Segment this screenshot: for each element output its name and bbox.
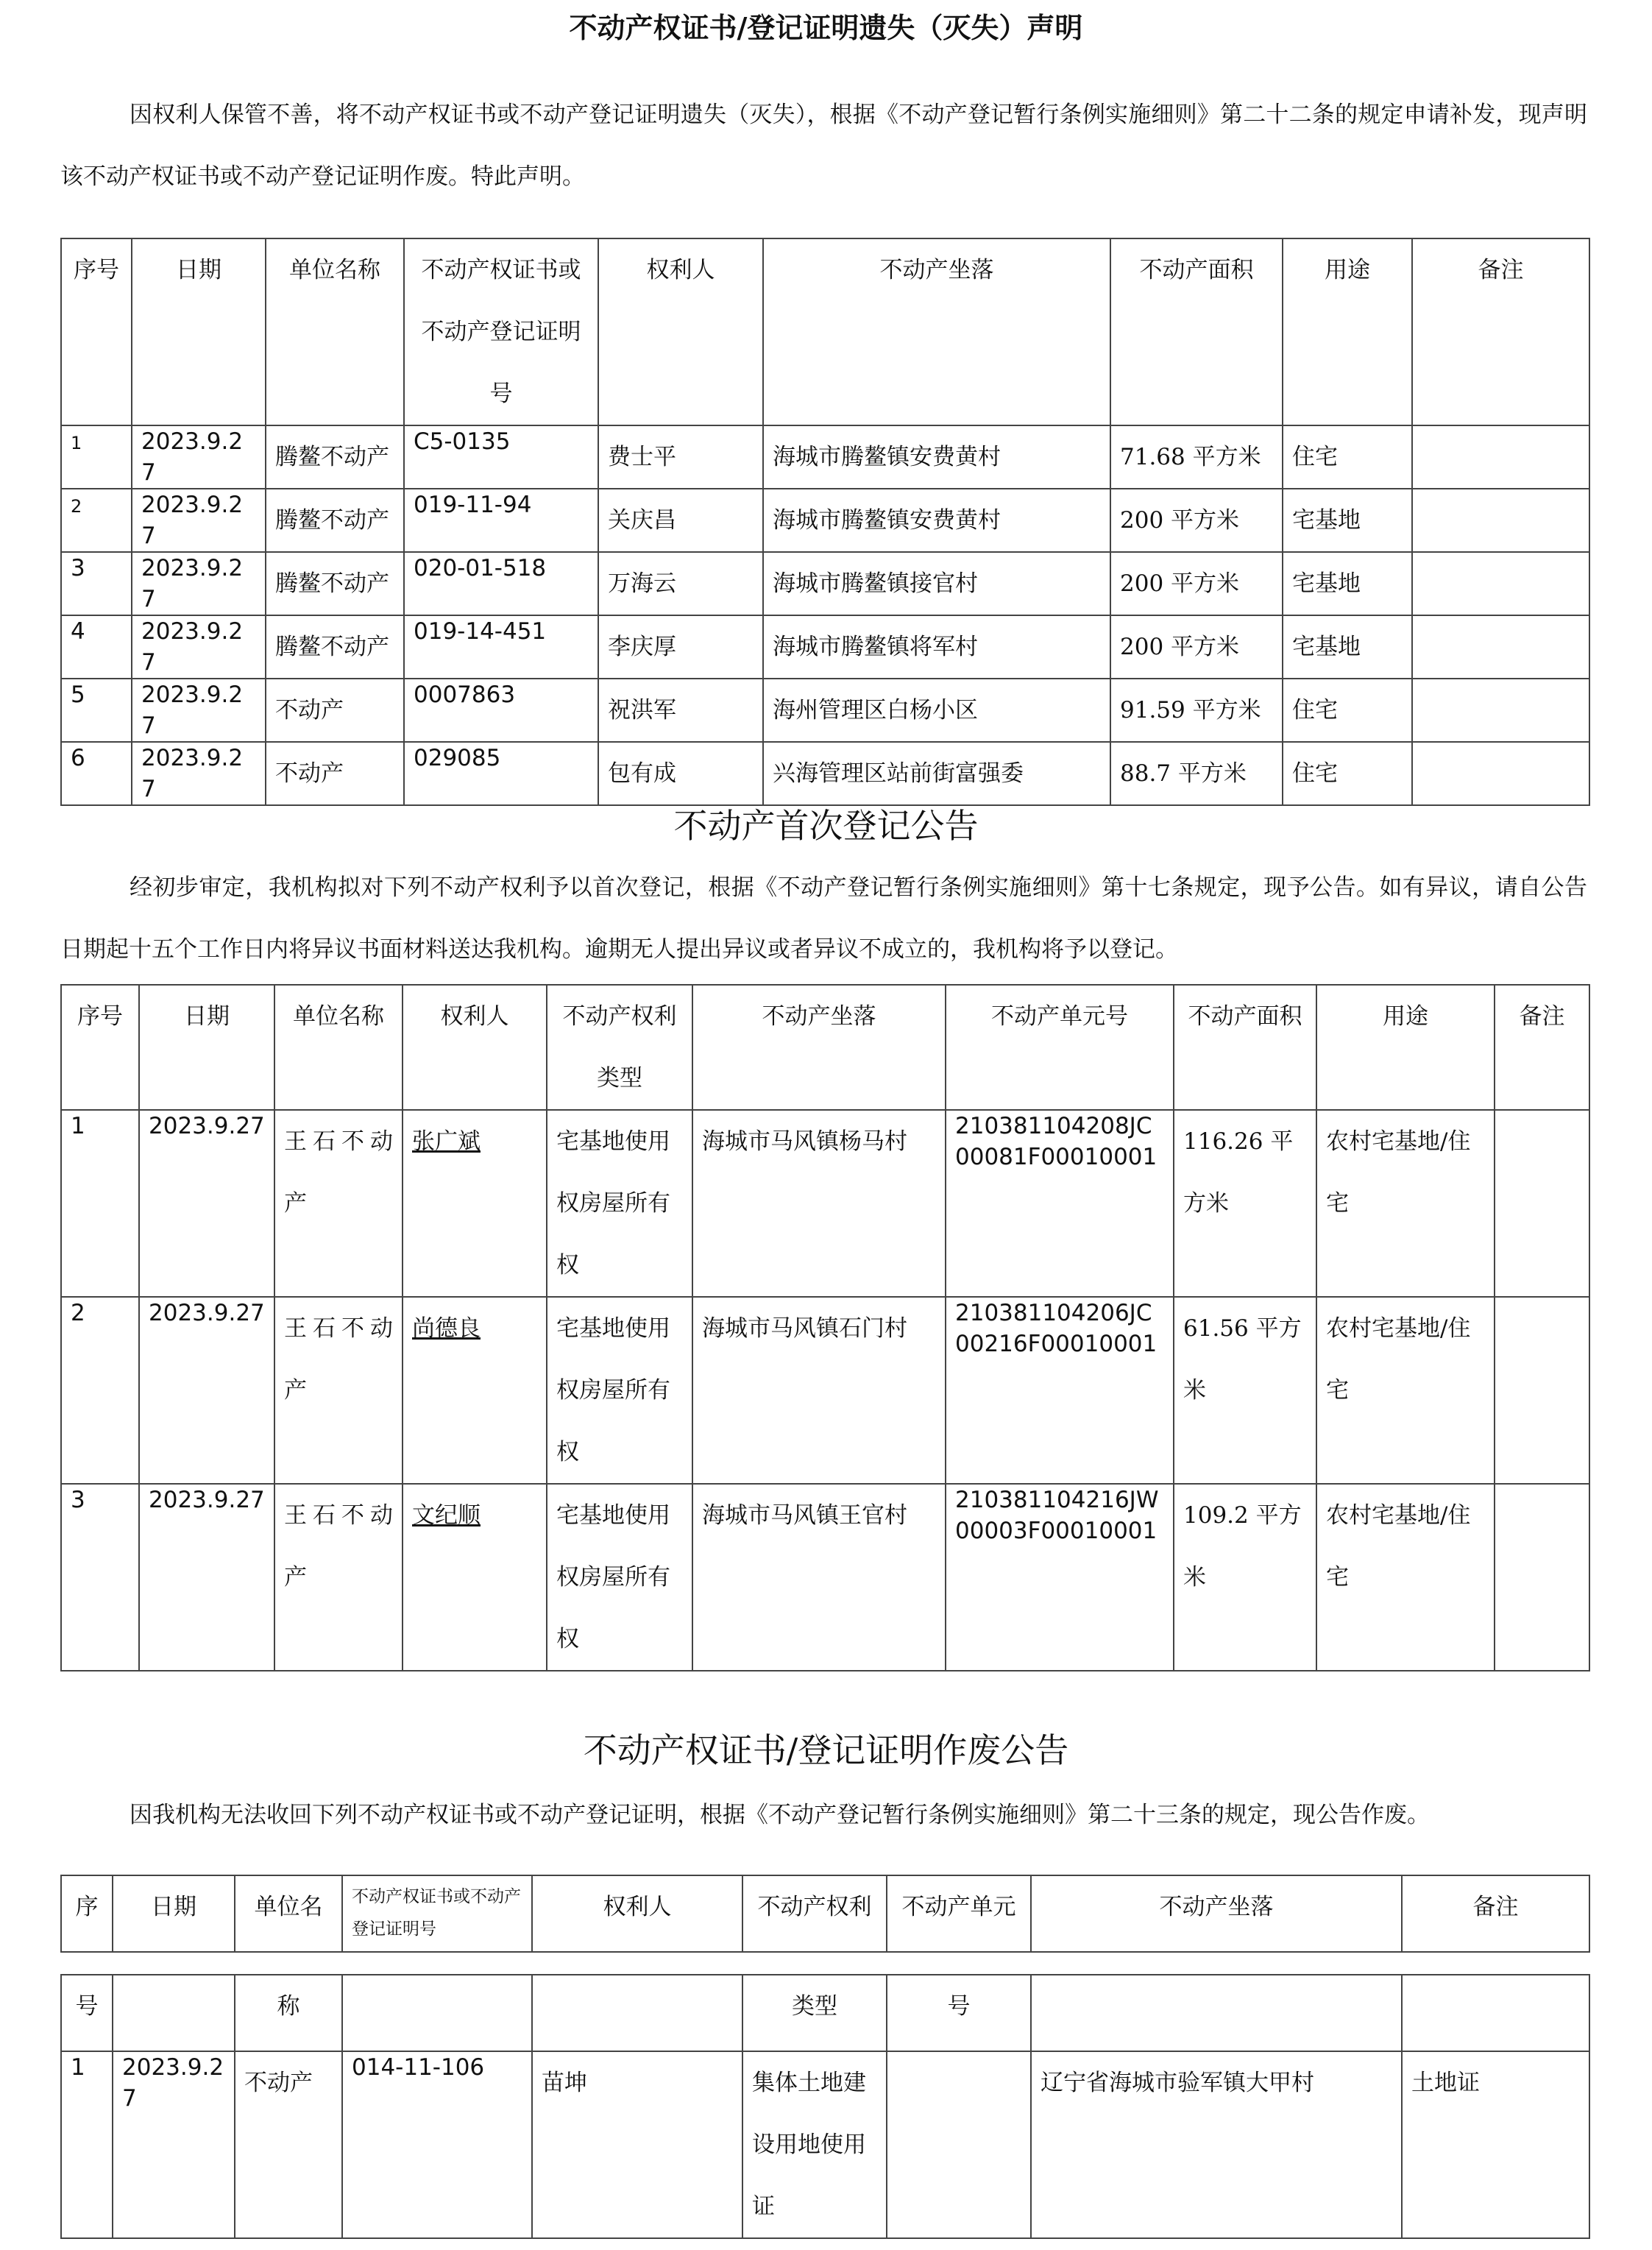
row-cert: C5-0135: [404, 425, 598, 489]
row-area: 200 平方米: [1110, 489, 1283, 552]
notice2-paragraph: 经初步审定，我机构拟对下列不动产权利予以首次登记，根据《不动产登记暂行条例实施细则》第十七条规定，现予公告。如有异议，请自公告日期起十五个工作日内将异议书面材料送达我机构。逾期无人提出异议或者异议不成立的，我机构将予以登记。: [60, 874, 1587, 963]
row-unit-number: [887, 2051, 1031, 2238]
row-holder: 苗坤: [532, 2051, 742, 2238]
row-note: [1412, 742, 1589, 805]
row-date: 2023.9.27: [132, 742, 266, 805]
row-right-type: 宅基地使用权房屋所有权: [547, 1484, 692, 1671]
notice2-title: 不动产首次登记公告: [673, 806, 979, 846]
col-header: 不动产面积: [1174, 985, 1316, 1110]
row-no: 3: [61, 1484, 139, 1671]
row-location: 辽宁省海城市验军镇大甲村: [1031, 2051, 1402, 2238]
col-header-cont: 号: [887, 1975, 1031, 2051]
row-note: [1412, 552, 1589, 615]
col-header: 不动产坐落: [1031, 1875, 1402, 1952]
row-unit: 不动产: [235, 2051, 342, 2238]
row-cert: 019-14-451: [404, 615, 598, 679]
col-header: 权利人: [532, 1875, 742, 1952]
notice1-table: [60, 238, 1590, 806]
col-header: 不动产坐落: [692, 985, 946, 1110]
row-cert: 0007863: [404, 679, 598, 742]
col-header: 序号: [61, 985, 139, 1110]
row-holder[interactable]: 文纪顺: [403, 1484, 547, 1671]
notice1-paragraph: 因权利人保管不善，将不动产权证书或不动产登记证明遗失（灭失），根据《不动产登记暂行条例实施细则》第二十二条的规定申请补发，现声明该不动产权证书或不动产登记证明作废。特此声明。: [60, 102, 1587, 190]
col-header-cont: [342, 1975, 532, 2051]
row-holder: 费士平: [598, 425, 763, 489]
row-right-type: 集体土地建设用地使用证: [742, 2051, 887, 2238]
row-note: [1495, 1110, 1589, 1297]
row-no: 1: [61, 2051, 113, 2238]
table-row: [61, 1484, 1589, 1671]
table-row: [61, 679, 1589, 742]
col-header: 备注: [1495, 985, 1589, 1110]
row-date: 2023.9.27: [132, 679, 266, 742]
notice2-table: [60, 984, 1590, 1671]
row-use: 农村宅基地/住宅: [1316, 1297, 1495, 1484]
row-no: 5: [61, 679, 132, 742]
col-header-cont: [113, 1975, 235, 2051]
row-no: 1: [61, 425, 132, 489]
table-row: [61, 2051, 1589, 2238]
col-header: 单位名: [235, 1875, 342, 1952]
row-unit: 腾鳌不动产: [266, 552, 404, 615]
row-location: 海州管理区白杨小区: [763, 679, 1110, 742]
row-use: 农村宅基地/住宅: [1316, 1484, 1495, 1671]
col-header: 不动产权证书或不动产登记证明号: [342, 1875, 532, 1952]
row-use: 住宅: [1283, 742, 1412, 805]
row-use: 住宅: [1283, 425, 1412, 489]
row-note: [1412, 489, 1589, 552]
row-no: 3: [61, 552, 132, 615]
row-date: 2023.9.27: [132, 552, 266, 615]
row-holder: 关庆昌: [598, 489, 763, 552]
col-header-cont: [1402, 1975, 1589, 2051]
row-holder: 万海云: [598, 552, 763, 615]
row-unit-number: 210381104206JC00216F00010001: [946, 1297, 1174, 1484]
col-header: 不动产坐落: [763, 238, 1110, 425]
notice3-paragraph: 因我机构无法收回下列不动产权证书或不动产登记证明，根据《不动产登记暂行条例实施细则》第二十三条的规定，现公告作废。: [130, 1802, 1430, 1828]
row-location: 海城市马风镇杨马村: [692, 1110, 946, 1297]
row-use: 宅基地: [1283, 489, 1412, 552]
col-header: 不动产权证书或不动产登记证明号: [404, 238, 598, 425]
col-header-cont: 号: [61, 1975, 113, 2051]
table-row: [61, 489, 1589, 552]
notice3-title: 不动产权证书/登记证明作废公告: [583, 1730, 1069, 1770]
row-date: 2023.9.27: [139, 1297, 274, 1484]
row-use: 农村宅基地/住宅: [1316, 1110, 1495, 1297]
row-date: 2023.9.27: [139, 1484, 274, 1671]
row-note: [1495, 1484, 1589, 1671]
row-no: 2: [61, 489, 132, 552]
row-area: 71.68 平方米: [1110, 425, 1283, 489]
col-header: 权利人: [598, 238, 763, 425]
row-holder: 李庆厚: [598, 615, 763, 679]
notice3-header-table: [60, 1875, 1590, 1953]
row-unit-number: 210381104208JC00081F00010001: [946, 1110, 1174, 1297]
table-row: [61, 742, 1589, 805]
row-note: 土地证: [1402, 2051, 1589, 2238]
col-header: 用途: [1283, 238, 1412, 425]
row-unit: 腾鳌不动产: [266, 489, 404, 552]
row-unit: 腾鳌不动产: [266, 425, 404, 489]
row-unit: 王石不动产: [274, 1484, 403, 1671]
row-area: 200 平方米: [1110, 552, 1283, 615]
col-header-cont: 类型: [742, 1975, 887, 2051]
table-row: [61, 552, 1589, 615]
row-right-type: 宅基地使用权房屋所有权: [547, 1297, 692, 1484]
col-header: 日期: [113, 1875, 235, 1952]
col-header-cont: 称: [235, 1975, 342, 2051]
row-date: 2023.9.27: [132, 489, 266, 552]
row-unit: 不动产: [266, 742, 404, 805]
row-note: [1412, 425, 1589, 489]
col-header: 序号: [61, 238, 132, 425]
col-header-cont: [1031, 1975, 1402, 2051]
row-note: [1412, 615, 1589, 679]
row-area: 116.26 平方米: [1174, 1110, 1316, 1297]
row-unit: 不动产: [266, 679, 404, 742]
row-use: 住宅: [1283, 679, 1412, 742]
table-row: [61, 425, 1589, 489]
row-location: 兴海管理区站前街富强委: [763, 742, 1110, 805]
row-date: 2023.9.27: [139, 1110, 274, 1297]
col-header: 不动产权利: [742, 1875, 887, 1952]
col-header: 日期: [132, 238, 266, 425]
col-header: 不动产单元号: [946, 985, 1174, 1110]
row-area: 200 平方米: [1110, 615, 1283, 679]
row-area: 109.2 平方米: [1174, 1484, 1316, 1671]
row-no: 1: [61, 1110, 139, 1297]
row-no: 6: [61, 742, 132, 805]
row-use: 宅基地: [1283, 552, 1412, 615]
row-location: 海城市腾鳌镇安费黄村: [763, 489, 1110, 552]
row-cert: 014-11-106: [342, 2051, 532, 2238]
col-header: 权利人: [403, 985, 547, 1110]
row-note: [1495, 1297, 1589, 1484]
row-holder: 祝洪军: [598, 679, 763, 742]
row-holder[interactable]: 尚德良: [403, 1297, 547, 1484]
table-row: [61, 1110, 1589, 1297]
row-unit: 王石不动产: [274, 1110, 403, 1297]
row-holder: 包有成: [598, 742, 763, 805]
row-no: 2: [61, 1297, 139, 1484]
row-area: 88.7 平方米: [1110, 742, 1283, 805]
row-area: 61.56 平方米: [1174, 1297, 1316, 1484]
row-cert: 019-11-94: [404, 489, 598, 552]
table-row: [61, 615, 1589, 679]
col-header: 单位名称: [266, 238, 404, 425]
row-location: 海城市腾鳌镇接官村: [763, 552, 1110, 615]
row-no: 4: [61, 615, 132, 679]
table-row: [61, 1297, 1589, 1484]
row-unit: 王石不动产: [274, 1297, 403, 1484]
col-header: 不动产面积: [1110, 238, 1283, 425]
col-header: 备注: [1402, 1875, 1589, 1952]
row-right-type: 宅基地使用权房屋所有权: [547, 1110, 692, 1297]
row-location: 海城市腾鳌镇安费黄村: [763, 425, 1110, 489]
col-header: 序: [61, 1875, 113, 1952]
row-unit-number: 210381104216JW00003F00010001: [946, 1484, 1174, 1671]
row-use: 宅基地: [1283, 615, 1412, 679]
row-location: 海城市马风镇石门村: [692, 1297, 946, 1484]
col-header-cont: [532, 1975, 742, 2051]
row-cert: 029085: [404, 742, 598, 805]
col-header: 单位名称: [274, 985, 403, 1110]
notice3-table: [60, 1974, 1590, 2239]
row-holder[interactable]: 张广斌: [403, 1110, 547, 1297]
notice1-title: 不动产权证书/登记证明遗失（灭失）声明: [569, 11, 1083, 44]
col-header: 用途: [1316, 985, 1495, 1110]
col-header: 日期: [139, 985, 274, 1110]
row-location: 海城市马风镇王官村: [692, 1484, 946, 1671]
row-unit: 腾鳌不动产: [266, 615, 404, 679]
row-location: 海城市腾鳌镇将军村: [763, 615, 1110, 679]
row-note: [1412, 679, 1589, 742]
row-date: 2023.9.27: [132, 615, 266, 679]
row-date: 2023.9.27: [113, 2051, 235, 2238]
col-header: 不动产权利类型: [547, 985, 692, 1110]
row-area: 91.59 平方米: [1110, 679, 1283, 742]
col-header: 备注: [1412, 238, 1589, 425]
row-cert: 020-01-518: [404, 552, 598, 615]
row-date: 2023.9.27: [132, 425, 266, 489]
col-header: 不动产单元: [887, 1875, 1031, 1952]
